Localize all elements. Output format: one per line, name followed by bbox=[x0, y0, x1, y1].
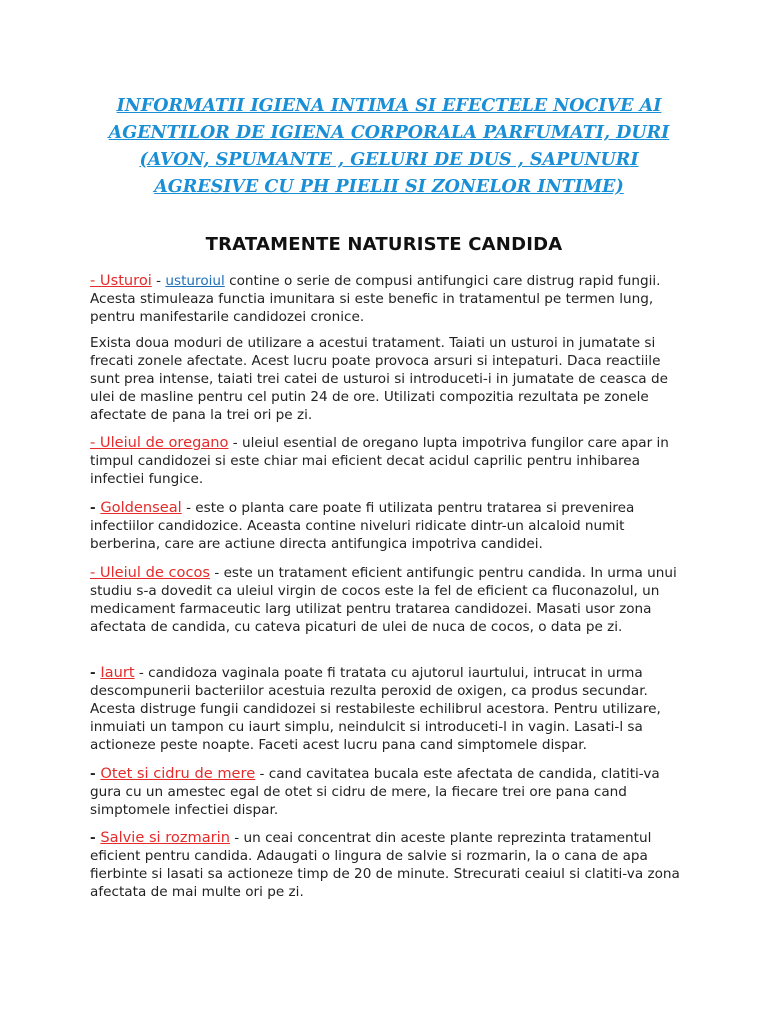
paragraph-oregano bbox=[90, 434, 690, 488]
dash: - bbox=[90, 766, 101, 782]
keyword-otet: Otet si cidru de mere bbox=[100, 765, 256, 782]
paragraph-iaurt bbox=[90, 664, 690, 754]
paragraph-otet bbox=[90, 765, 690, 819]
dash: - bbox=[90, 500, 101, 516]
keyword-cocos: - Uleiul de cocos bbox=[90, 564, 211, 581]
keyword-goldenseal: Goldenseal bbox=[100, 499, 182, 516]
keyword-iaurt: Iaurt bbox=[100, 664, 135, 681]
dash: - bbox=[90, 665, 101, 681]
paragraph-text: - uleiul esential de oregano lupta impotriva fungilor care apar in timpul candidozei si este chiar mai eficient decat acidul caprilic pentru inhibarea infectiei fungice. bbox=[90, 435, 669, 487]
paragraph-text: - este un tratament eficient antifungic pentru candida. In urma unui studiu s-a dovedit ca uleiul virgin de cocos este la fel de eficient ca fluconazolul, un medicament farmaceutic larg utilizat pentru tratarea candidozei. Masati usor zona afectata de candida, cu cateva picaturi de ulei de nuca de cocos, o data pe zi. bbox=[90, 565, 677, 635]
paragraph-usturoi bbox=[90, 272, 690, 326]
link-usturoiul[interactable]: usturoiul bbox=[165, 273, 225, 289]
paragraph-salvie bbox=[90, 829, 690, 901]
paragraph-goldenseal bbox=[90, 499, 690, 553]
keyword-usturoi: - Usturoi bbox=[90, 272, 152, 289]
dash: - bbox=[90, 830, 101, 846]
paragraph-text: - cand cavitatea bucala este afectata de candida, clatiti-va gura cu un amestec egal de otet si cidru de mere, la fiecare trei ore pana cand simptomele infectiei dispar. bbox=[90, 766, 660, 818]
paragraph-usage: Exista doua moduri de utilizare a acestui tratament. Taiati un usturoi in jumatate si frecati zonele afectate. Acest lucru poate provoca arsuri si intepaturi. Daca reactiile sunt prea intense, taiati trei catei de usturoi si introduceti-i in jumatate de ceasca de ulei de masline pentru cel putin 24 de ore. Utilizati compozitia rezultata pe zonele afectate de pana la trei ori pe zi. bbox=[90, 335, 668, 423]
title-link[interactable]: INFORMATII IGIENA INTIMA SI EFECTELE NOCIVE AI AGENTILOR DE IGIENA CORPORALA PARFUMATI, DURI (AVON, SPUMANTE , GELURI DE DUS , SAPUNURI AGRESIVE CU PH PIELII SI ZONELOR INTIME) bbox=[108, 96, 670, 197]
paragraph-text: - este o planta care poate fi utilizata pentru tratarea si prevenirea infectiilor candidozice. Aceasta contine niveluri ridicate dintr-un alcaloid numit berberina, care are actiune directa antifungica impotriva candidei. bbox=[90, 500, 635, 552]
paragraph-text: - candidoza vaginala poate fi tratata cu ajutorul iaurtului, intrucat in urma descompunerii bacteriilor acestuia rezulta peroxid de oxigen, ca produs secundar. Acesta distruge fungii candidozei si restabileste echilibrul acestora. Pentru utilizare, inmuiati un tampon cu iaurt simplu, neindulcit si introduceti-l in vagin. Lasati-l sa actioneze peste noapte. Faceti acest lucru pana cand simptomele dispar. bbox=[90, 665, 661, 753]
section-heading: TRATAMENTE NATURISTE CANDIDA bbox=[205, 234, 563, 255]
keyword-salvie: Salvie si rozmarin bbox=[100, 829, 230, 846]
paragraph-text: - un ceai concentrat din aceste plante reprezinta tratamentul eficient pentru candida. Adaugati o lingura de salvie si rozmarin, la o cana de apa fierbinte si lasati sa actioneze timp de 20 de minute. Strecurati ceaiul si clatiti-va zona afectata de mai multe ori pe zi. bbox=[90, 830, 680, 900]
paragraph-text: contine o serie de compusi antifungici care distrug rapid fungii. Acesta stimuleaza functia imunitara si este benefic in tratamentul pe termen lung, pentru manifestarile candidozei cronice. bbox=[90, 273, 661, 325]
separator: - bbox=[151, 273, 166, 289]
paragraph-cocos bbox=[90, 564, 690, 636]
keyword-oregano: - Uleiul de oregano bbox=[90, 434, 229, 451]
